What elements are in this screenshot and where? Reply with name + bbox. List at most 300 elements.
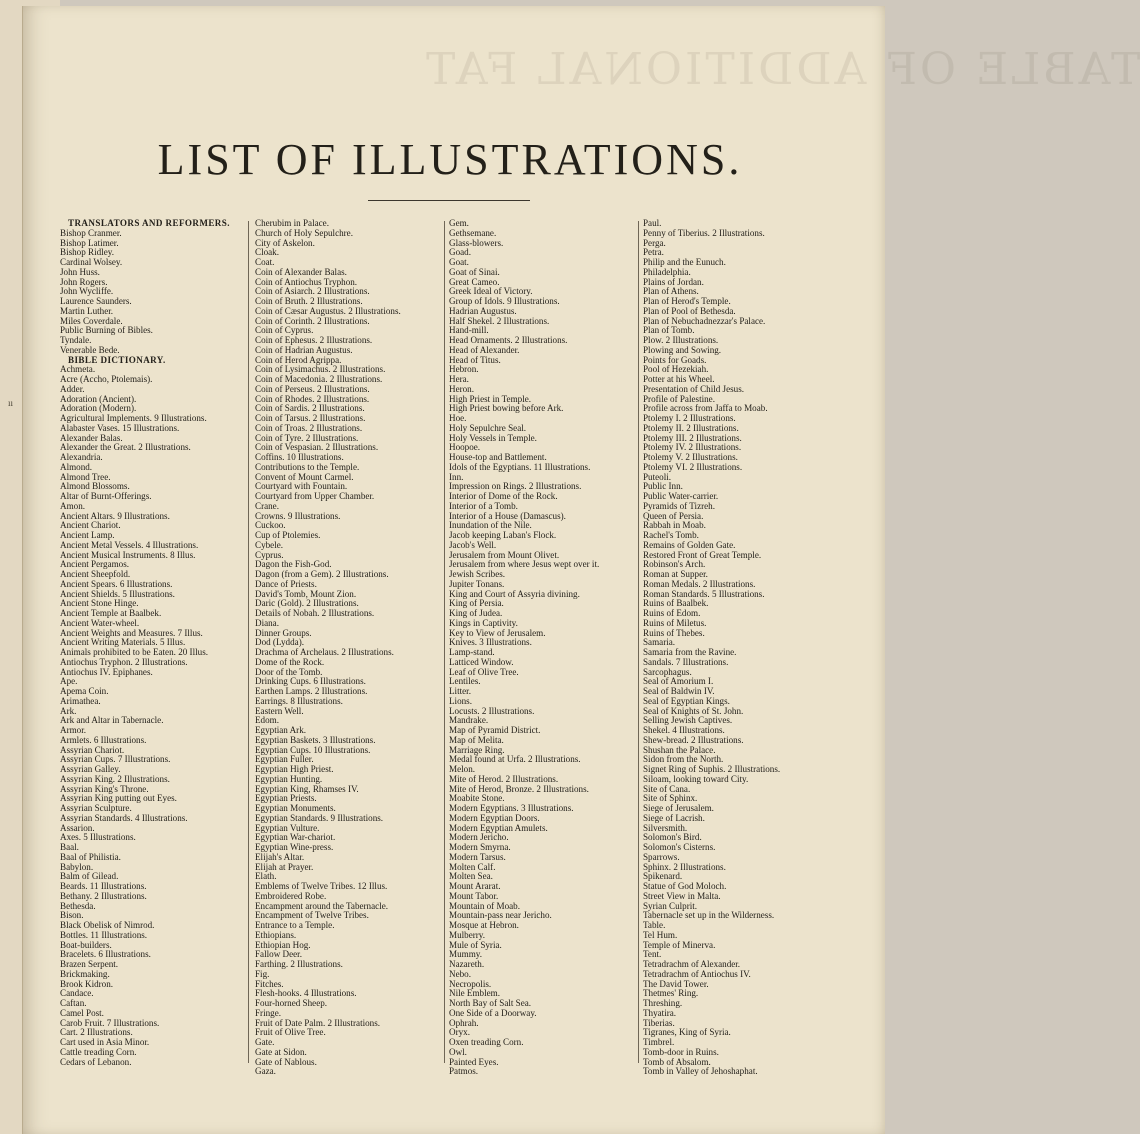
index-entry: Ancient Shields. 5 Illustrations. [60, 588, 175, 599]
index-entry: Interior of a House (Damascus). [449, 510, 566, 521]
index-entry: Great Cameo. [449, 276, 500, 287]
index-entry: Fig. [255, 968, 270, 979]
index-entry: Leaf of Olive Tree. [449, 666, 519, 677]
index-entry: Presentation of Child Jesus. [643, 383, 745, 394]
index-entry: Adoration (Ancient). [60, 393, 137, 404]
index-entry: Mountain-pass near Jericho. [449, 910, 552, 921]
index-entry: Group of Idols. 9 Illustrations. [449, 296, 560, 306]
index-entry: Assarion. [60, 822, 95, 833]
index-entry: Jerusalem from where Jesus wept over it. [449, 559, 600, 570]
index-entry: Jacob keeping Laban's Flock. [449, 530, 557, 540]
index-entry: Coffins. 10 Illustrations. [255, 452, 344, 462]
margin-mark: ıı [8, 398, 14, 408]
index-entry: Bishop Latimer. [60, 237, 119, 248]
index-entry: Temple of Minerva. [643, 939, 716, 950]
index-entry: Tent. [643, 949, 662, 960]
index-entry: Bethany. 2 Illustrations. [60, 890, 147, 901]
index-entry: Perga. [643, 237, 666, 248]
index-entry: Antiochus Tryphon. 2 Illustrations. [60, 656, 188, 667]
index-entry: Martin Luther. [60, 305, 114, 316]
index-entry: Coin of Troas. 2 Illustrations. [255, 422, 363, 433]
index-entry: Philip and the Eunuch. [643, 257, 726, 267]
index-entry: Fitches. [255, 978, 284, 989]
index-entry: Animals prohibited to be Eaten. 20 Illus. [60, 647, 208, 657]
index-entry: Adder. [60, 383, 85, 394]
index-entry: Brook Kidron. [60, 978, 114, 989]
index-entry: Assyrian King putting out Eyes. [60, 793, 177, 804]
index-entry: Potter at his Wheel. [643, 374, 715, 384]
index-entry: One Side of a Doorway. [449, 1007, 537, 1018]
index-entry: Courtyard from Upper Chamber. [255, 491, 375, 501]
index-entry: Boat-builders. [60, 939, 112, 950]
index-entry: Church of Holy Sepulchre. [255, 227, 353, 238]
index-entry: Robinson's Arch. [643, 559, 706, 570]
index-entry: Dome of the Rock. [255, 656, 325, 667]
index-entry: Thetmes' Ring. [643, 988, 699, 999]
index-entry: Kings in Captivity. [449, 617, 518, 628]
index-entry: Tomb of Absalom. [643, 1056, 711, 1067]
index-entry: Mandrake. [449, 715, 489, 726]
index-entry: Carob Fruit. 7 Illustrations. [60, 1017, 160, 1028]
index-entry: Earrings. 8 Illustrations. [255, 695, 343, 706]
index-entry: Ruins of Thebes. [643, 627, 705, 638]
index-entry: Egyptian High Priest. [255, 764, 334, 774]
section-heading: BIBLE DICTIONARY. [68, 354, 166, 365]
index-entry: Ancient Weights and Measures. 7 Illus. [60, 627, 203, 638]
index-entry: Greek Ideal of Victory. [449, 286, 533, 297]
index-entry: Roman Medals. 2 Illustrations. [643, 578, 756, 589]
index-entry: Fringe. [255, 1007, 282, 1018]
index-entry: Elijah at Prayer. [255, 861, 314, 872]
index-entry: Four-horned Sheep. [255, 998, 328, 1008]
index-entry: Shew-bread. 2 Illustrations. [643, 734, 744, 745]
index-entry: Egyptian Ark. [255, 725, 307, 735]
index-entry: Street View in Malta. [643, 890, 721, 901]
index-entry: Signet Ring of Suphis. 2 Illustrations. [643, 764, 781, 774]
index-entry: Emblems of Twelve Tribes. 12 Illus. [255, 881, 388, 891]
index-entry: Rachel's Tomb. [643, 530, 699, 540]
index-entry: John Rogers. [60, 276, 108, 287]
index-entry: Glass-blowers. [449, 237, 504, 248]
index-entry: Tetradrachm of Antiochus IV. [643, 968, 751, 979]
index-entry: Mule of Syria. [449, 939, 502, 950]
index-entry: Seal of Amorium I. [643, 676, 714, 687]
index-entry: Samaria from the Ravine. [643, 647, 737, 657]
index-entry: Black Obelisk of Nimrod. [60, 920, 155, 930]
index-entry: Tomb in Valley of Jehoshaphat. [643, 1066, 758, 1077]
index-entry: Baal. [60, 842, 79, 852]
index-entry: Antiochus IV. Epiphanes. [60, 666, 153, 677]
index-entry: Points for Goads. [643, 354, 707, 365]
index-entry: Necropolis. [449, 978, 492, 989]
index-entry: Farthing. 2 Illustrations. [255, 959, 343, 969]
index-entry: Alexandria. [60, 452, 103, 462]
index-entry: Gethsemane. [449, 227, 497, 238]
index-entry: Amon. [60, 500, 86, 511]
index-entry: Table. [643, 920, 666, 930]
index-entry: Egyptian Standards. 9 Illustrations. [255, 812, 384, 823]
index-entry: Baal of Philistia. [60, 851, 121, 862]
index-entry: Assyrian Galley. [60, 764, 121, 774]
index-entry: Goad. [449, 247, 471, 258]
index-entry: Plains of Jordan. [643, 276, 704, 287]
index-entry: Coin of Tarsus. 2 Illustrations. [255, 413, 366, 423]
index-entry: Syrian Culprit. [643, 900, 698, 911]
index-entry: Encampment of Twelve Tribes. [255, 910, 369, 921]
index-entry: Acre (Accho, Ptolemais). [60, 374, 153, 384]
index-entry: Map of Pyramid District. [449, 725, 541, 735]
index-entry: Coin of Asiarch. 2 Illustrations. [255, 286, 370, 297]
index-entry: Elijah's Altar. [255, 851, 305, 862]
index-entry: Edom. [255, 715, 279, 726]
index-entry: Bottles. 11 Illustrations. [60, 929, 148, 940]
index-entry: Almond Tree. [60, 471, 111, 482]
index-entry: Coin of Tyre. 2 Illustrations. [255, 432, 359, 443]
index-entry: Babylon. [60, 861, 94, 872]
index-entry: Ancient Pergamos. [60, 559, 130, 570]
index-entry: Ptolemy IV. 2 Illustrations. [643, 442, 742, 453]
index-entry: Modern Egyptian Doors. [449, 812, 540, 823]
index-entry: Alexander the Great. 2 Illustrations. [60, 442, 191, 453]
index-entry: Bracelets. 6 Illustrations. [60, 949, 151, 960]
index-entry: Ancient Writing Materials. 5 Illus. [60, 637, 186, 648]
index-entry: Molten Calf. [449, 861, 496, 872]
index-entry: Camel Post. [60, 1007, 104, 1018]
section-heading: TRANSLATORS AND REFORMERS. [68, 218, 230, 228]
index-entry: Egyptian War-chariot. [255, 832, 336, 843]
index-entry: Siloam, looking toward City. [643, 773, 749, 784]
index-entry: Earthen Lamps. 2 Illustrations. [255, 686, 368, 696]
index-entry: Axes. 5 Illustrations. [60, 832, 136, 843]
index-entry: Dance of Priests. [255, 578, 317, 589]
index-entry: Pyramids of Tizreh. [643, 500, 715, 511]
index-entry: Hebron. [449, 364, 479, 375]
index-entry: Interior of a Tomb. [449, 500, 518, 511]
index-entry: Goat of Sinai. [449, 266, 500, 277]
index-column-2 [255, 219, 401, 1077]
index-entry: Egyptian Baskets. 3 Illustrations. [255, 734, 376, 745]
index-entry: Tiberias. [643, 1017, 675, 1028]
index-entry: Ptolemy II. 2 Illustrations. [643, 422, 739, 433]
index-entry: Modern Egyptian Amulets. [449, 822, 548, 833]
index-entry: Medal found at Urfa. 2 Illustrations. [449, 754, 581, 765]
index-entry: Oxen treading Corn. [449, 1037, 524, 1047]
index-entry: Ancient Water-wheel. [60, 617, 140, 628]
index-entry: Latticed Window. [449, 656, 514, 667]
index-entry: Ptolemy VI. 2 Illustrations. [643, 461, 743, 472]
index-entry: The David Tower. [643, 978, 709, 989]
index-entry: Solomon's Bird. [643, 832, 702, 843]
index-entry: Ruins of Miletus. [643, 617, 707, 628]
index-entry: Tyndale. [60, 335, 92, 345]
index-entry: Coin of Alexander Balas. [255, 266, 347, 277]
index-entry: Crane. [255, 500, 279, 511]
index-entry: Coin of Rhodes. 2 Illustrations. [255, 393, 370, 404]
index-entry: Drinking Cups. 6 Illustrations. [255, 676, 366, 687]
index-entry: Plan of Athens. [643, 286, 699, 297]
index-entry: Alabaster Vases. 15 Illustrations. [60, 422, 180, 433]
title-rule [368, 200, 530, 201]
index-entry: Ethiopian Hog. [255, 939, 311, 950]
column-divider [248, 221, 249, 1063]
index-entry: Sandals. 7 Illustrations. [643, 656, 729, 667]
index-entry: Pool of Hezekiah. [643, 364, 709, 375]
index-entry: John Wycliffe. [60, 286, 114, 297]
index-entry: Egyptian Monuments. [255, 803, 336, 813]
index-entry: North Bay of Salt Sea. [449, 998, 532, 1008]
index-entry: Egyptian Cups. 10 Illustrations. [255, 744, 371, 755]
index-entry: Lamp-stand. [449, 647, 495, 657]
index-entry: Timbrel. [643, 1037, 675, 1047]
index-entry: Bishop Cranmer. [60, 227, 122, 238]
index-entry: Coin of Herod Agrippa. [255, 354, 342, 365]
index-entry: Entrance to a Temple. [255, 920, 335, 930]
index-entry: Egyptian Priests. [255, 793, 317, 804]
index-entry: Sparrows. [643, 851, 680, 862]
index-entry: Coin of Lysimachus. 2 Illustrations. [255, 364, 386, 375]
index-entry: Remains of Golden Gate. [643, 539, 736, 550]
index-entry: House-top and Battlement. [449, 452, 547, 462]
index-entry: Cattle treading Corn. [60, 1046, 137, 1057]
index-entry: Penny of Tiberius. 2 Illustrations. [643, 227, 765, 238]
index-entry: Melon. [449, 764, 476, 774]
index-entry: High Priest bowing before Ark. [449, 403, 564, 414]
index-entry: Crowns. 9 Illustrations. [255, 510, 341, 521]
index-entry: Threshing. [643, 998, 683, 1008]
index-entry: Candace. [60, 988, 94, 999]
index-entry: Eastern Well. [255, 705, 304, 716]
index-entry: Assyrian King's Throne. [60, 783, 149, 794]
index-entry: Modern Egyptians. 3 Illustrations. [449, 803, 574, 813]
index-entry: Agricultural Implements. 9 Illustrations. [60, 413, 207, 423]
index-entry: Ptolemy V. 2 Illustrations. [643, 452, 738, 462]
index-entry: Flesh-hooks. 4 Illustrations. [255, 988, 357, 999]
column-divider [444, 221, 445, 1063]
index-entry: Fallow Deer. [255, 949, 302, 960]
index-entry: Hera. [449, 374, 469, 384]
index-entry: Coin of Macedonia. 2 Illustrations. [255, 374, 383, 384]
index-entry: Seal of Knights of St. John. [643, 705, 744, 716]
index-entry: Tabernacle set up in the Wilderness. [643, 910, 775, 921]
index-entry: Arimathea. [60, 695, 101, 706]
index-entry: Bishop Ridley. [60, 247, 114, 258]
index-entry: Profile across from Jaffa to Moab. [643, 403, 768, 414]
index-entry: Ancient Musical Instruments. 8 Illus. [60, 549, 196, 560]
index-entry: Dod (Lydda). [255, 637, 304, 648]
index-entry: Elath. [255, 871, 277, 882]
index-entry: Fruit of Olive Tree. [255, 1027, 326, 1038]
index-entry: Achmeta. [60, 364, 96, 375]
index-entry: Cardinal Wolsey. [60, 257, 123, 267]
index-entry: Jupiter Tonans. [449, 578, 505, 589]
index-entry: Sarcophagus. [643, 666, 692, 677]
index-entry: Ark and Altar in Tabernacle. [60, 715, 164, 726]
index-entry: Daric (Gold). 2 Illustrations. [255, 598, 359, 609]
index-entry: Modern Jericho. [449, 832, 509, 843]
index-entry: Jerusalem from Mount Olivet. [449, 549, 560, 560]
index-entry: Cart used in Asia Minor. [60, 1037, 150, 1047]
index-entry: Plan of Nebuchadnezzar's Palace. [643, 315, 766, 326]
index-entry: Lions. [449, 695, 472, 706]
index-entry: Coat. [255, 257, 275, 267]
index-entry: Inundation of the Nile. [449, 520, 532, 531]
index-entry: Egyptian King, Rhamses IV. [255, 783, 359, 794]
index-entry: Adoration (Modern). [60, 403, 137, 414]
index-entry: Heron. [449, 383, 474, 394]
index-entry: Shushan the Palace. [643, 744, 716, 755]
index-entry: Moabite Stone. [449, 793, 505, 804]
index-entry: Assyrian Cups. 7 Illustrations. [60, 754, 171, 765]
index-entry: Nazareth. [449, 959, 485, 969]
index-entry: Tomb-door in Ruins. [643, 1046, 719, 1057]
index-entry: Cart. 2 Illustrations. [60, 1027, 133, 1038]
index-entry: Roman at Supper. [643, 569, 708, 579]
index-entry: Apema Coin. [60, 686, 109, 696]
index-entry: Laurence Saunders. [60, 296, 132, 306]
index-entry: Assyrian Standards. 4 Illustrations. [60, 812, 188, 823]
index-entry: Mummy. [449, 949, 483, 960]
index-entry: Contributions to the Temple. [255, 461, 360, 472]
index-entry: Ancient Lamp. [60, 530, 115, 540]
index-entry: Owl. [449, 1046, 467, 1057]
index-entry: Altar of Burnt-Offerings. [60, 491, 152, 501]
index-entry: King of Judea. [449, 608, 503, 618]
index-entry: Puteoli. [643, 471, 672, 482]
index-entry: Public Burning of Bibles. [60, 325, 153, 336]
index-entry: Cedars of Lebanon. [60, 1056, 132, 1067]
index-entry: Tigranes, King of Syria. [643, 1027, 731, 1038]
index-entry: Oryx. [449, 1027, 470, 1038]
index-entry: Drachma of Archelaus. 2 Illustrations. [255, 647, 394, 657]
index-entry: Almond Blossoms. [60, 481, 130, 492]
index-entry: Caftan. [60, 998, 87, 1008]
index-entry: Hoe. [449, 413, 467, 423]
index-entry: Philadelphia. [643, 266, 691, 277]
index-entry: Convent of Mount Carmel. [255, 471, 354, 482]
index-entry: Assyrian Sculpture. [60, 803, 132, 813]
index-entry: Bethesda. [60, 900, 96, 911]
index-entry: Sidon from the North. [643, 754, 724, 765]
index-entry: Balm of Gilead. [60, 871, 119, 882]
page-title: LIST OF ILLUSTRATIONS. [157, 135, 743, 184]
index-entry: Impression on Rings. 2 Illustrations. [449, 481, 582, 492]
index-entry: Cyprus. [255, 549, 284, 560]
index-column-3 [449, 219, 599, 1077]
index-entry: Marriage Ring. [449, 744, 505, 755]
index-entry: Cherubim in Palace. [255, 218, 329, 228]
index-entry: Modern Smyrna. [449, 842, 511, 852]
index-entry: Plow. 2 Illustrations. [643, 335, 719, 345]
index-entry: Litter. [449, 686, 471, 696]
index-entry: Armlets. 6 Illustrations. [60, 734, 147, 745]
index-entry: Goat. [449, 257, 469, 267]
index-entry: Paul. [643, 218, 662, 228]
index-entry: Roman Standards. 5 Illustrations. [643, 588, 765, 599]
index-entry: Nebo. [449, 968, 471, 979]
index-entry: Alexander Balas. [60, 432, 123, 443]
index-entry: Ruins of Edom. [643, 608, 701, 618]
index-entry: Cup of Ptolemies. [255, 530, 321, 540]
index-entry: Dinner Groups. [255, 627, 312, 638]
index-entry: King and Court of Assyria divining. [449, 588, 580, 599]
index-entry: Locusts. 2 Illustrations. [449, 705, 535, 716]
index-entry: Cybele. [255, 539, 284, 550]
index-entry: Ancient Altars. 9 Illustrations. [60, 510, 170, 521]
index-entry: Mite of Herod. 2 Illustrations. [449, 773, 559, 784]
index-entry: Brickmaking. [60, 968, 110, 979]
index-entry: Coin of Corinth. 2 Illustrations. [255, 315, 370, 326]
index-entry: Nile Emblem. [449, 988, 501, 999]
index-entry: Coin of Cæsar Augustus. 2 Illustrations. [255, 305, 401, 316]
index-entry: Ancient Stone Hinge. [60, 598, 139, 609]
index-entry: Plan of Herod's Temple. [643, 296, 731, 306]
index-entry: Gate. [255, 1037, 275, 1047]
index-entry: Sphinx. 2 Illustrations. [643, 861, 726, 872]
index-entry: King of Persia. [449, 598, 504, 609]
index-entry: Jewish Scribes. [449, 569, 506, 579]
index-entry: Molten Sea. [449, 871, 493, 882]
index-entry: Mount Ararat. [449, 881, 501, 891]
index-entry: Knives. 3 Illustrations. [449, 637, 532, 648]
index-entry: Encampment around the Tabernacle. [255, 900, 389, 911]
index-entry: Ancient Spears. 6 Illustrations. [60, 578, 173, 589]
index-entry: Gaza. [255, 1066, 276, 1077]
index-entry: Ape. [60, 676, 78, 687]
index-entry: Profile of Palestine. [643, 393, 715, 404]
index-entry: Mosque at Hebron. [449, 920, 519, 930]
index-entry: Patmos. [449, 1066, 479, 1077]
index-entry: Assyrian Chariot. [60, 744, 125, 755]
index-entry: Gate at Sidon. [255, 1046, 307, 1057]
index-entry: Hoopoe. [449, 442, 481, 453]
index-entry: Spikenard. [643, 871, 683, 882]
index-entry: Half Shekel. 2 Illustrations. [449, 315, 550, 326]
index-entry: Holy Sepulchre Seal. [449, 422, 527, 433]
show-through-text: TABLE OF ADDITIONAL FAT [423, 44, 1140, 95]
index-entry: Brazen Serpent. [60, 959, 119, 969]
index-entry: Queen of Persia. [643, 510, 704, 521]
index-entry: Ancient Temple at Baalbek. [60, 608, 162, 618]
index-entry: Thyatira. [643, 1007, 677, 1018]
index-entry: Statue of God Moloch. [643, 881, 727, 891]
index-entry: Hand-mill. [449, 325, 489, 336]
index-entry: Head of Alexander. [449, 344, 520, 355]
index-entry: Gate of Nablous. [255, 1056, 317, 1067]
index-entry: Site of Sphinx. [643, 793, 698, 804]
index-entry: Armor. [60, 725, 87, 735]
index-entry: Courtyard with Fountain. [255, 481, 348, 492]
index-entry: Tel Hum. [643, 929, 678, 940]
index-entry: Beards. 11 Illustrations. [60, 881, 147, 891]
index-entry: Fruit of Date Palm. 2 Illustrations. [255, 1017, 381, 1028]
index-entry: Siege of Lacrish. [643, 812, 705, 823]
index-entry: Cloak. [255, 247, 279, 258]
index-column-1 [60, 219, 230, 1067]
index-entry: Idols of the Egyptians. 11 Illustrations. [449, 461, 591, 472]
index-entry: Mulberry. [449, 929, 486, 940]
index-entry: Site of Cana. [643, 783, 691, 794]
index-entry: Ancient Metal Vessels. 4 Illustrations. [60, 539, 199, 550]
index-entry: Plowing and Sowing. [643, 344, 722, 355]
index-entry: Miles Coverdale. [60, 315, 123, 326]
index-entry: Ancient Sheepfold. [60, 569, 131, 579]
index-entry: Lentiles. [449, 676, 481, 687]
index-entry: Ethiopians. [255, 929, 297, 940]
index-entry: High Priest in Temple. [449, 393, 532, 404]
index-entry: Ancient Chariot. [60, 520, 121, 531]
index-entry: Coin of Vespasian. 2 Illustrations. [255, 442, 379, 453]
index-entry: Jacob's Well. [449, 539, 497, 550]
